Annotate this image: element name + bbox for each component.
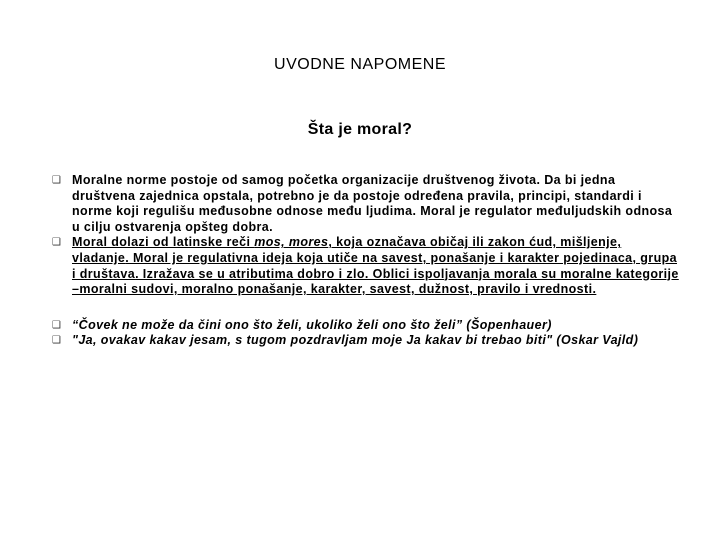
quote-text: “Čovek ne može da čini ono što želi, ukoliko želi ono što želi” (Šopenhauer) bbox=[72, 317, 552, 332]
box-bullet-icon: ❑ bbox=[52, 237, 62, 249]
quote-text: "Ja, ovakav kakav jesam, s tugom pozdravljam moje Ja kakav bi trebao biti" (Oskar Vajld) bbox=[72, 333, 639, 348]
box-bullet-icon: ❑ bbox=[52, 319, 62, 331]
bullet-text-part: . Izražava se u atributima dobro i zlo. Oblici ispoljavanja morala su moralne kategorije –moralni sudovi, moralno ponašanje, karakter, savest, dužnost, pravilo i vrednosti. bbox=[72, 266, 679, 297]
bullet-item-quote bbox=[52, 318, 682, 334]
bullet-list bbox=[52, 173, 682, 349]
bullet-text bbox=[72, 235, 679, 296]
bullet-text: Moralne norme postoje od samog početka organizacije društvenog života. Da bi jedna društvena zajednica opstala, potrebno je da postoje određena pravila, principi, standardi i norme koji regulišu međusobne odnose među ljudima. Moral je regulator međuljudskih odnosa u cilju ostvarenja opšteg dobra. bbox=[72, 173, 673, 234]
emphasis-text: utiče na savest, ponašanje i karakter pojedinaca, grupa i društava bbox=[72, 250, 677, 281]
box-bullet-icon: ❑ bbox=[52, 175, 62, 186]
box-bullet-icon: ❑ bbox=[52, 335, 62, 347]
bullet-text-part: Moral dolazi od latinske reči bbox=[72, 235, 255, 250]
bullet-text-part: . Moral je regulativna ideja koja bbox=[125, 250, 328, 265]
latin-term: mos, mores bbox=[254, 235, 329, 250]
emphasis-text: običaj ili zakon ćud, mišljenje, vladanje bbox=[72, 235, 622, 265]
slide-title: UVODNE NAPOMENE bbox=[274, 56, 446, 73]
bullet-item-quote bbox=[52, 333, 682, 349]
slide-subtitle: Šta je moral? bbox=[307, 121, 413, 138]
bullet-item bbox=[52, 173, 682, 235]
bullet-text-part: , koja označava bbox=[328, 235, 430, 250]
bullet-item bbox=[52, 235, 682, 297]
